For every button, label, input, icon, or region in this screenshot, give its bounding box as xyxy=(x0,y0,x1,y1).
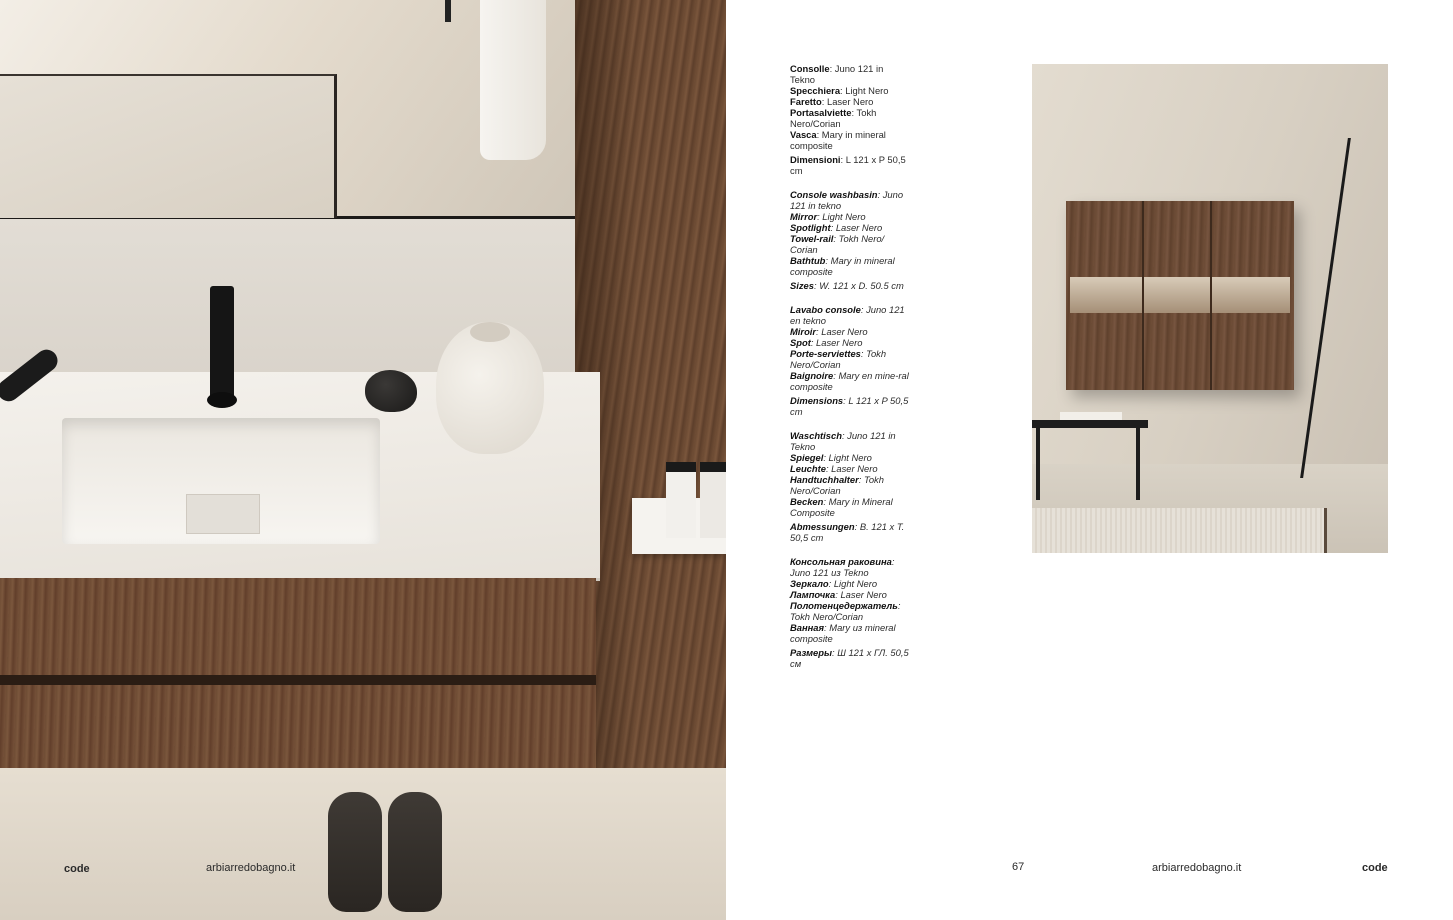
drain xyxy=(186,494,260,534)
spec-list xyxy=(790,63,910,682)
mirror xyxy=(0,0,582,219)
left-url: arbiarredobagno.it xyxy=(206,862,296,874)
left-brand: code xyxy=(64,863,90,875)
rug xyxy=(1032,508,1327,553)
spec-block-ru: Консольная раковина: Juno 121 из Tekno Зеркало: Light Nero Лампочка: Laser Nero Полотенцедержатель: Tokh Nero/Corian Ванная: Mary из mineral composite Размеры: Ш 121 х ГЛ. 50,5 см xyxy=(790,556,909,669)
spec-block-fr: Lavabo console: Juno 121 en tekno Miroir: Laser Nero Spot: Laser Nero Porte-serviettes: Tokh Nero/Corian Baignoire: Mary en mine-ral composite Dimensions: L 121 x P 50,5 cm xyxy=(790,304,909,417)
soap-bottle xyxy=(666,462,696,538)
wood-cabinet xyxy=(0,578,596,770)
right-brand: code xyxy=(1362,862,1388,874)
open-niche xyxy=(1070,277,1290,313)
product-photo xyxy=(1032,64,1388,553)
stone xyxy=(365,370,417,412)
soap-bottle xyxy=(700,462,726,538)
sandal xyxy=(328,792,382,912)
sandal xyxy=(388,792,442,912)
right-url: arbiarredobagno.it xyxy=(1152,862,1242,874)
bench xyxy=(1032,420,1148,428)
spec-block-en: Console washbasin: Juno 121 in tekno Mirror: Light Nero Spotlight: Laser Nero Towel-rail: Tokh Nero/ Corian Bathtub: Mary in mineral composite Sizes: W. 121 x D. 50.5 cm xyxy=(790,189,904,291)
spec-block-de: Waschtisch: Juno 121 in Tekno Spiegel: Light Nero Leuchte: Laser Nero Handtuchhalter: Tokh Nero/Corian Becken: Mary in Mineral Composite Abmessungen: B. 121 x T. 50,5 cm xyxy=(790,430,905,543)
bathroom-photo xyxy=(0,0,726,920)
spec-block-it: Consolle: Juno 121 in Tekno Specchiera: Light Nero Faretto: Laser Nero Portasalviette: Tokh Nero/Corian Vasca: Mary in mineral composite Dimensioni: L 121 x P 50,5 cm xyxy=(790,63,906,176)
faucet xyxy=(210,286,234,402)
floor-lamp xyxy=(1300,138,1351,478)
page-number: 67 xyxy=(1012,861,1025,873)
